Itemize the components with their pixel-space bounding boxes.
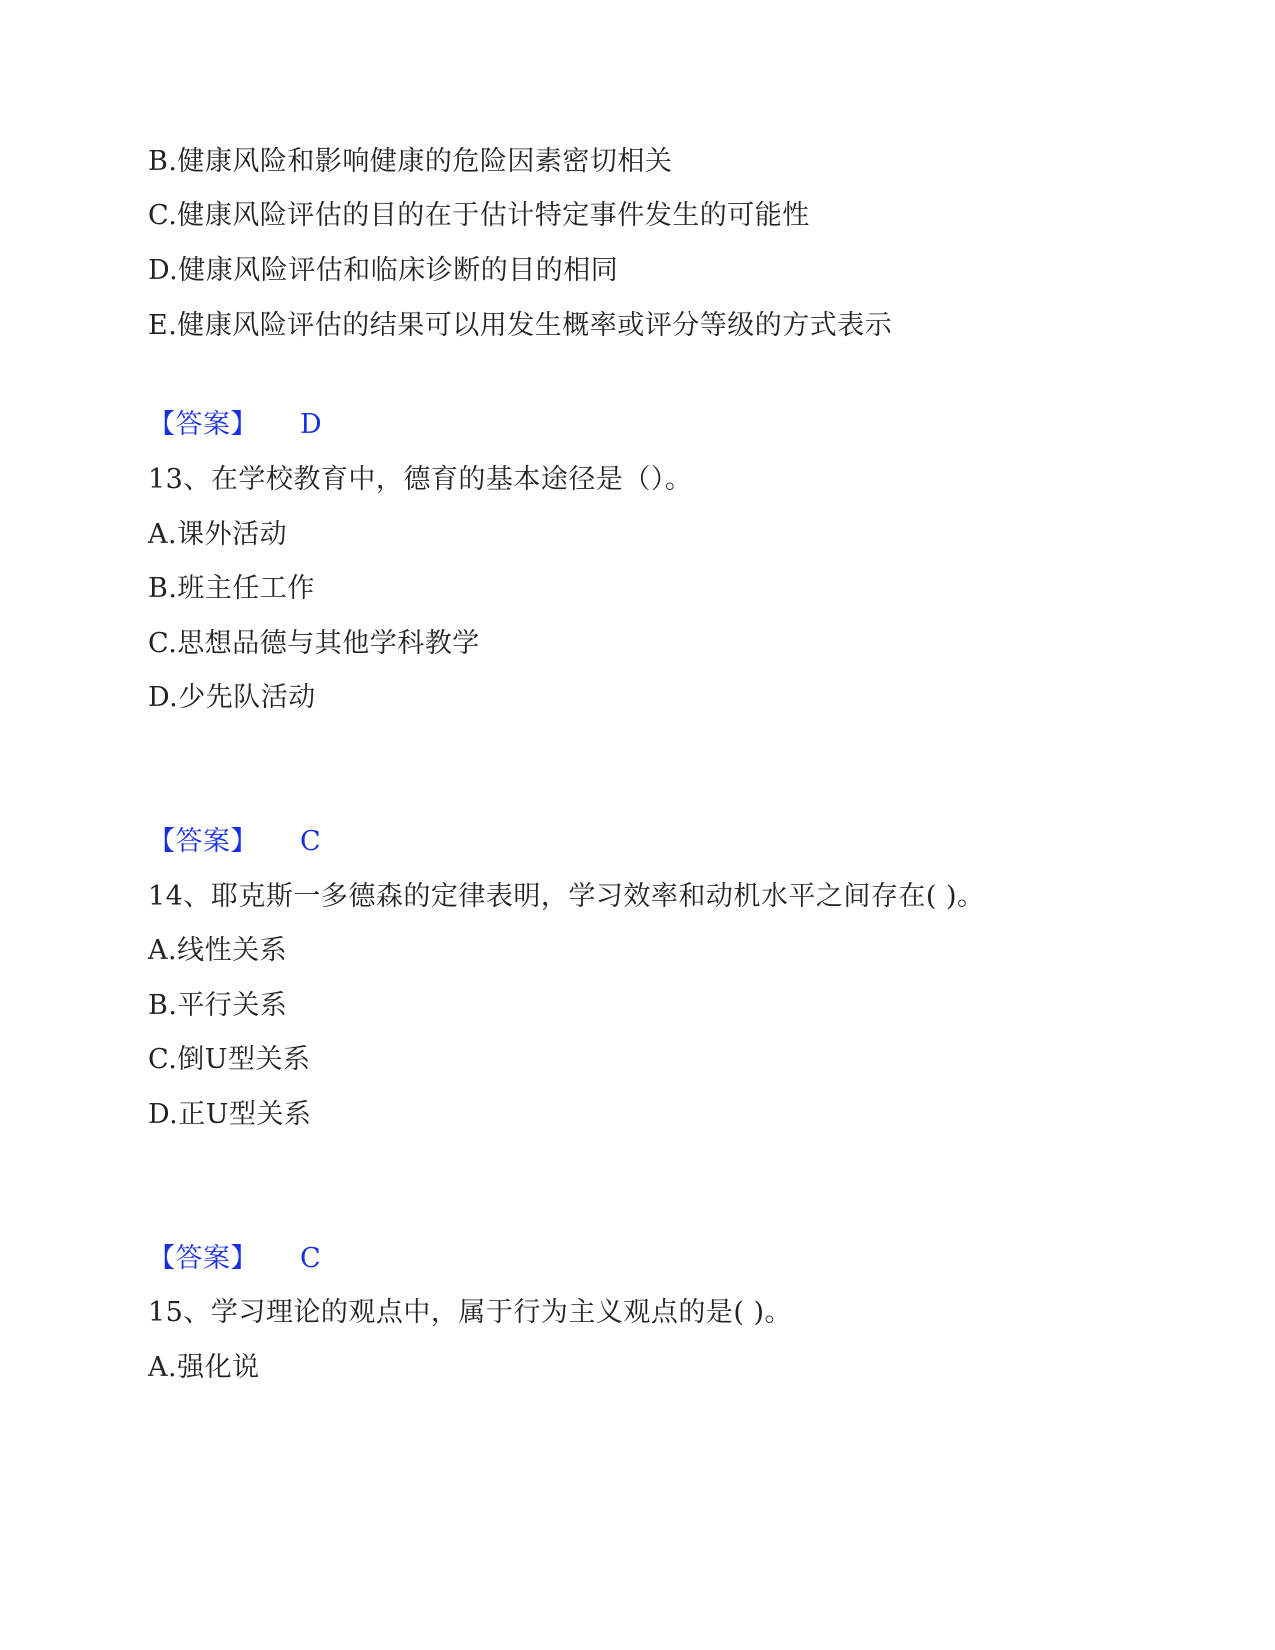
q15-option-a: A.强化说 (148, 1352, 260, 1383)
answer-value: C (300, 826, 322, 857)
answer-value: C (300, 1243, 322, 1274)
answer-value: D (300, 409, 323, 440)
q14-option-d: D.正U型关系 (148, 1099, 312, 1130)
q13-option-d: D.少先队活动 (148, 682, 316, 713)
q12-option-b: B.健康风险和影响健康的危险因素密切相关 (148, 146, 673, 177)
q14-option-a: A.线性关系 (148, 935, 288, 966)
answer-label: 【答案】 (148, 1243, 258, 1274)
q13-option-a: A.课外活动 (148, 519, 288, 550)
answer-label: 【答案】 (148, 409, 258, 440)
q13-question: 13、在学校教育中，德育的基本途径是（）。 (148, 464, 693, 495)
q13-option-c: C.思想品德与其他学科教学 (148, 628, 480, 659)
q12-option-c: C.健康风险评估的目的在于估计特定事件发生的可能性 (148, 200, 810, 231)
q13-answer (148, 825, 321, 859)
q12-answer (148, 408, 322, 442)
q12-option-e: E.健康风险评估的结果可以用发生概率或评分等级的方式表示 (148, 310, 893, 341)
q14-option-c: C.倒U型关系 (148, 1044, 311, 1075)
q14-option-b: B.平行关系 (148, 990, 288, 1021)
answer-label: 【答案】 (148, 826, 258, 857)
q14-question: 14、耶克斯一多德森的定律表明，学习效率和动机水平之间存在( )。 (148, 881, 985, 912)
q15-question: 15、学习理论的观点中，属于行为主义观点的是( )。 (148, 1297, 793, 1328)
q13-option-b: B.班主任工作 (148, 573, 315, 604)
q12-option-d: D.健康风险评估和临床诊断的目的相同 (148, 255, 619, 286)
q14-answer (148, 1242, 321, 1276)
